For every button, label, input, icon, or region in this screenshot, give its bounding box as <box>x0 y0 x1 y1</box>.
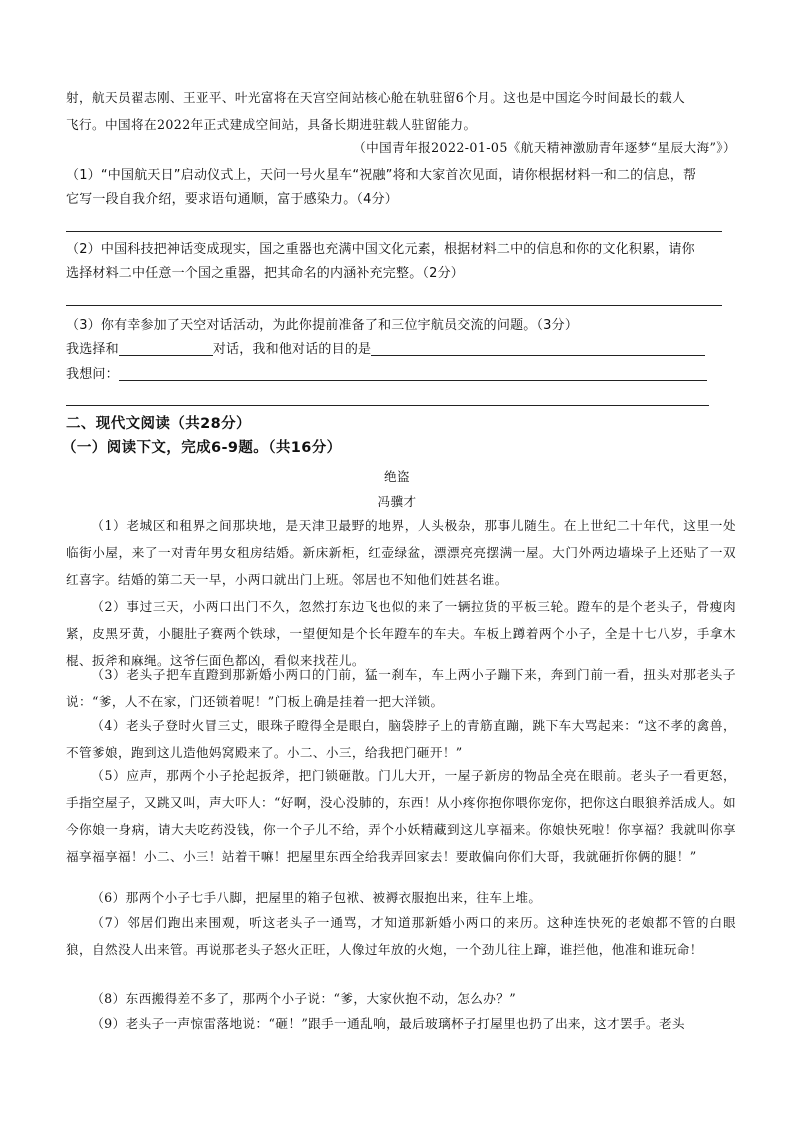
purpose-blank[interactable] <box>371 341 705 356</box>
article-paragraph: （3）老头子把车直蹬到那新婚小两口的门前，猛一刹车，车上两小子蹦下来，奔到门前一看，扭头对那老头子说：“爹，人不在家，门还锁着呢！”门板上确是挂着一把大洋锁。 <box>66 667 736 709</box>
article-paragraph: （1）老城区和租界之间那块地，是天津卫最野的地界，人头极杂，那事儿随生。在上世纪二十年代，这里一处临街小屋，来了一对青年男女租房结婚。新床新柜，红壶绿盆，漂漂亮亮摆满一屋。大门外两边墙垛子上还贴了一双红喜字。结婚的第二天一早，小两口就出门上班。邻居也不知他们姓甚名谁。 <box>66 518 736 587</box>
article-paragraph: （8）东西搬得差不多了，那两个小子说：“爹，大家伙抱不动，怎么办？” <box>91 991 517 1006</box>
material-source: （中国青年报2022-01-05《航天精神激励青年逐梦“星辰大海”》） <box>353 140 736 155</box>
article-paragraph: （4）老头子登时火冒三丈，眼珠子瞪得全是眼白，脑袋脖子上的青筋直蹦，跳下车大骂起来：“这不孝的禽兽，不管爹娘，跑到这儿造他妈窝殿来了。小二、小三，给我把门砸开！” <box>66 718 736 760</box>
question-3-choose-label-b: 对话，我和他对话的目的是 <box>212 342 372 357</box>
question-blank[interactable] <box>119 366 707 381</box>
material-line-1: 射，航天员翟志刚、王亚平、叶光富将在天宫空间站核心舱在轨驻留6个月。这也是中国迄今时间最长的载人 <box>66 90 686 105</box>
question-3-line-1: （3）你有幸参加了天空对话活动，为此你提前准备了和三位宇航员交流的问题。（3分） <box>66 318 579 333</box>
question-3-ask-line <box>66 361 736 388</box>
section-title: 二、现代文阅读（共28分） <box>66 416 251 432</box>
article-author: 冯骥才 <box>377 494 417 509</box>
article-paragraph: （7）邻居们跑出来围观，听这老头子一通骂，才知道那新婚小两口的来历。这种连快死的老娘都不管的白眼狼，自然没人出来管。再说那老头子怒火正旺，人像过年放的火炮，一个劲儿往上蹿，谁拦他，他准和谁玩命！ <box>66 915 736 957</box>
material-line-2: 飞行。中国将在2022年正式建成空间站，具备长期进驻载人驻留能力。 <box>66 117 477 132</box>
answer-line-q2[interactable] <box>66 305 722 306</box>
article-paragraph: （6）那两个小子七手八脚，把屋里的箱子包袱、被褥衣服抱出来，往车上堆。 <box>91 890 542 905</box>
question-3-choose-label-a: 我选择和 <box>66 342 119 357</box>
article-paragraph: （9）老头子一声惊雷落地说：“砸！”跟手一通乱响，最后玻璃杯子打屋里也扔了出来，这才罢手。老头 <box>91 1016 686 1031</box>
section-subtitle: （一）阅读下文，完成6-9题。（共16分） <box>62 440 342 456</box>
question-3-choose-line <box>66 336 736 363</box>
question-1-line-1: （1）“中国航天日”启动仪式上，天问一号火星车“祝融”将和大家首次见面，请你根据材料一和二的信息，帮 <box>66 168 697 183</box>
question-2-line-1: （2）中国科技把神话变成现实，国之重器也充满中国文化元素，根据材料二中的信息和你的文化积累，请你 <box>66 242 695 257</box>
article-paragraph: （2）事过三天，小两口出门不久，忽然打东边飞也似的来了一辆拉货的平板三轮。蹬车的是个老头子，骨瘦肉紧，皮黑牙黄，小腿肚子赛两个铁球，一望便知是个长年蹬车的车夫。车板上蹲着两个小子，全是十七八岁，手拿木棍、扳斧和麻绳。这爷仨面色都凶，看似来找茬儿。 <box>66 599 736 668</box>
question-1-line-2: 它写一段自我介绍，要求语句通顺，富于感染力。（4分） <box>66 192 398 207</box>
answer-line-q1[interactable] <box>66 231 722 232</box>
article-paragraph: （5）应声，那两个小子抡起扳斧，把门锁砸散。门儿大开，一屋子新房的物品全亮在眼前。老头子一看更怒，手指空屋子，又跳又叫，声大吓人：“好啊，没心没肺的，东西！从小疼你抱你喂你宠你，把你这白眼狼养活成人。如今你娘一身病，请大夫吃药没钱，你一个子儿不给，弄个小妖精藏到这儿享福来。你娘快死啦！你享福？我就叫你享福享福享福！小二、小三！站着干嘛！把屋里东西全给我弄回家去！要敢偏向你们大哥，我就砸折你俩的腿！” <box>66 768 736 864</box>
question-2-line-2: 选择材料二中任意一个国之重器，把其命名的内涵补充完整。（2分） <box>66 266 464 281</box>
astronaut-blank[interactable] <box>119 341 213 356</box>
answer-line-q3[interactable] <box>66 405 709 406</box>
question-3-ask-label: 我想问： <box>66 367 119 382</box>
article-title: 绝盗 <box>384 469 410 484</box>
